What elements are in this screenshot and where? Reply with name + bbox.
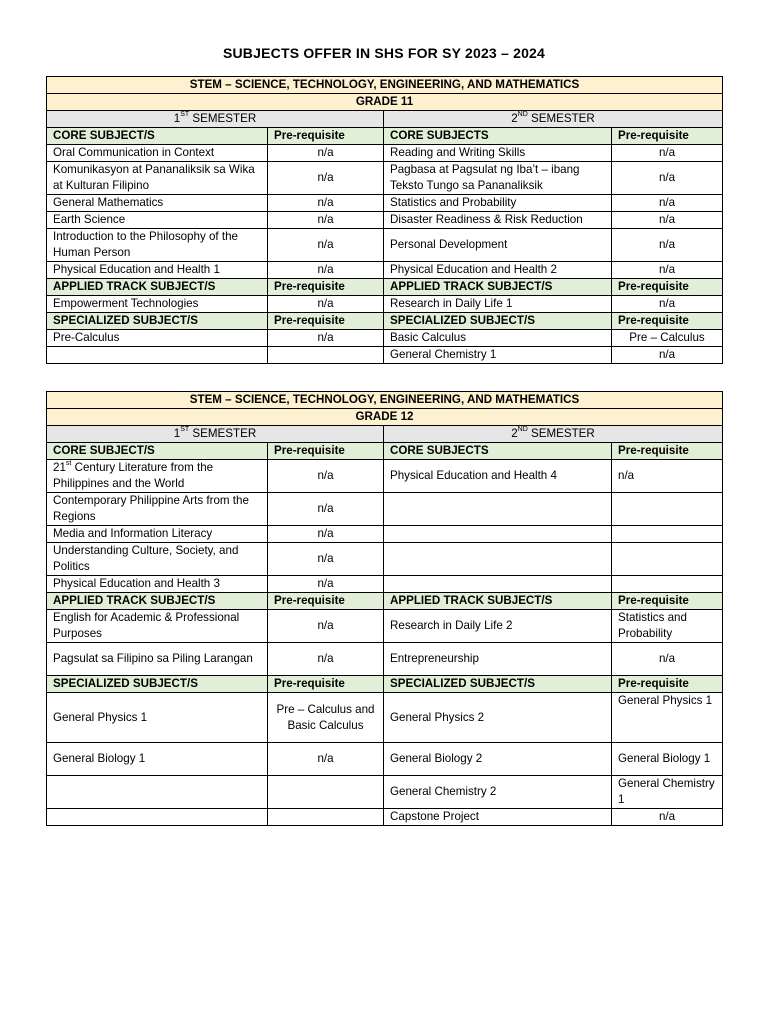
- grade-banner: GRADE 12: [47, 409, 723, 426]
- subject-cell: Entrepreneurship: [384, 643, 612, 676]
- prerequisite-header: Pre-requisite: [268, 676, 384, 693]
- prerequisite-header: Pre-requisite: [612, 128, 723, 145]
- prerequisite-cell: General Biology 1: [612, 743, 723, 776]
- prerequisite-cell: Pre – Calculus: [612, 330, 723, 347]
- prerequisite-cell: n/a: [268, 212, 384, 229]
- subject-cell: [384, 543, 612, 576]
- prerequisite-cell: n/a: [268, 330, 384, 347]
- specialized-subjects-header: SPECIALIZED SUBJECT/S: [384, 313, 612, 330]
- applied-track-header: APPLIED TRACK SUBJECT/S: [384, 279, 612, 296]
- prerequisite-cell: General Chemistry 1: [612, 776, 723, 809]
- specialized-subjects-header: SPECIALIZED SUBJECT/S: [47, 313, 268, 330]
- prerequisite-cell: General Physics 1: [612, 693, 723, 743]
- table-row: [47, 347, 723, 364]
- grade-11-table: [46, 76, 723, 364]
- prerequisite-header: Pre-requisite: [268, 593, 384, 610]
- subject-cell: [384, 493, 612, 526]
- table-row: [47, 610, 723, 643]
- prerequisite-cell: n/a: [268, 195, 384, 212]
- prerequisite-cell: n/a: [268, 493, 384, 526]
- subject-cell: Capstone Project: [384, 809, 612, 826]
- subject-cell: Understanding Culture, Society, and Politics: [47, 543, 268, 576]
- prerequisite-cell: n/a: [612, 212, 723, 229]
- subject-cell: Physical Education and Health 1: [47, 262, 268, 279]
- prerequisite-cell: n/a: [612, 460, 723, 493]
- subject-cell: Pagbasa at Pagsulat ng Iba’t – ibang Teksto Tungo sa Pananaliksik: [384, 162, 612, 195]
- applied-track-header: APPLIED TRACK SUBJECT/S: [47, 593, 268, 610]
- table-row: [47, 526, 723, 543]
- table-row: [47, 643, 723, 676]
- subject-cell: Personal Development: [384, 229, 612, 262]
- second-semester-header: 2ND SEMESTER: [384, 426, 723, 443]
- table-row: [47, 296, 723, 313]
- prerequisite-header: Pre-requisite: [612, 443, 723, 460]
- track-banner: STEM – SCIENCE, TECHNOLOGY, ENGINEERING, AND MATHEMATICS: [47, 392, 723, 409]
- prerequisite-cell: n/a: [268, 460, 384, 493]
- subject-cell: Media and Information Literacy: [47, 526, 268, 543]
- subject-cell: Physical Education and Health 3: [47, 576, 268, 593]
- subject-cell: General Biology 1: [47, 743, 268, 776]
- prerequisite-cell: n/a: [612, 809, 723, 826]
- subject-cell: [47, 776, 268, 809]
- prerequisite-cell: n/a: [268, 576, 384, 593]
- subject-cell: [384, 526, 612, 543]
- subject-cell: General Chemistry 1: [384, 347, 612, 364]
- subject-cell: Research in Daily Life 1: [384, 296, 612, 313]
- table-row: [47, 543, 723, 576]
- prerequisite-cell: n/a: [268, 162, 384, 195]
- specialized-subjects-header: SPECIALIZED SUBJECT/S: [47, 676, 268, 693]
- subject-cell: Pagsulat sa Filipino sa Piling Larangan: [47, 643, 268, 676]
- second-semester-header: 2ND SEMESTER: [384, 111, 723, 128]
- prerequisite-cell: n/a: [612, 145, 723, 162]
- core-subjects-header: CORE SUBJECT/S: [47, 443, 268, 460]
- prerequisite-cell: n/a: [268, 643, 384, 676]
- subject-cell: Introduction to the Philosophy of the Human Person: [47, 229, 268, 262]
- prerequisite-header: Pre-requisite: [612, 593, 723, 610]
- subject-cell: [47, 809, 268, 826]
- prerequisite-cell: n/a: [268, 543, 384, 576]
- prerequisite-cell: n/a: [268, 296, 384, 313]
- prerequisite-cell: n/a: [612, 229, 723, 262]
- subject-cell: General Mathematics: [47, 195, 268, 212]
- prerequisite-cell: [612, 543, 723, 576]
- applied-track-header: APPLIED TRACK SUBJECT/S: [47, 279, 268, 296]
- table-row: [47, 262, 723, 279]
- prerequisite-cell: n/a: [268, 743, 384, 776]
- subject-cell: General Physics 1: [47, 693, 268, 743]
- table-row: [47, 195, 723, 212]
- page-title: SUBJECTS OFFER IN SHS FOR SY 2023 – 2024: [222, 45, 546, 61]
- table-row: [47, 229, 723, 262]
- prerequisite-header: Pre-requisite: [268, 313, 384, 330]
- table-row: [47, 145, 723, 162]
- first-semester-header: 1ST SEMESTER: [47, 111, 384, 128]
- subject-cell: Empowerment Technologies: [47, 296, 268, 313]
- prerequisite-cell: [612, 576, 723, 593]
- specialized-subjects-header: SPECIALIZED SUBJECT/S: [384, 676, 612, 693]
- prerequisite-cell: n/a: [612, 162, 723, 195]
- prerequisite-header: Pre-requisite: [612, 313, 723, 330]
- table-row: [47, 743, 723, 776]
- prerequisite-cell: n/a: [612, 296, 723, 313]
- grade-12-table: [46, 391, 723, 826]
- applied-track-header: APPLIED TRACK SUBJECT/S: [384, 593, 612, 610]
- subject-cell: Pre-Calculus: [47, 330, 268, 347]
- prerequisite-cell: n/a: [268, 262, 384, 279]
- subject-cell: General Chemistry 2: [384, 776, 612, 809]
- subject-cell: Earth Science: [47, 212, 268, 229]
- table-row: [47, 493, 723, 526]
- subject-cell: Statistics and Probability: [384, 195, 612, 212]
- table-row: [47, 776, 723, 809]
- table-row: [47, 460, 723, 493]
- core-subjects-header: CORE SUBJECTS: [384, 128, 612, 145]
- table-row: [47, 576, 723, 593]
- prerequisite-cell: n/a: [612, 643, 723, 676]
- prerequisite-cell: n/a: [612, 347, 723, 364]
- first-semester-header: 1ST SEMESTER: [47, 426, 384, 443]
- subject-cell: Contemporary Philippine Arts from the Regions: [47, 493, 268, 526]
- subject-cell: Oral Communication in Context: [47, 145, 268, 162]
- prerequisite-cell: n/a: [268, 229, 384, 262]
- subject-cell: 21st Century Literature from the Philippines and the World: [47, 460, 268, 493]
- prerequisite-header: Pre-requisite: [268, 279, 384, 296]
- table-row: [47, 162, 723, 195]
- prerequisite-header: Pre-requisite: [612, 676, 723, 693]
- prerequisite-cell: [612, 493, 723, 526]
- core-subjects-header: CORE SUBJECTS: [384, 443, 612, 460]
- subject-cell: [384, 576, 612, 593]
- core-subjects-header: CORE SUBJECT/S: [47, 128, 268, 145]
- prerequisite-cell: Pre – Calculus and Basic Calculus: [268, 693, 384, 743]
- prerequisite-cell: [268, 347, 384, 364]
- subject-cell: General Physics 2: [384, 693, 612, 743]
- prerequisite-cell: [268, 776, 384, 809]
- table-row: [47, 809, 723, 826]
- subject-cell: Disaster Readiness & Risk Reduction: [384, 212, 612, 229]
- table-row: [47, 212, 723, 229]
- prerequisite-cell: n/a: [612, 262, 723, 279]
- prerequisite-header: Pre-requisite: [612, 279, 723, 296]
- subject-cell: English for Academic & Professional Purposes: [47, 610, 268, 643]
- table-row: [47, 330, 723, 347]
- subject-cell: [47, 347, 268, 364]
- subject-cell: General Biology 2: [384, 743, 612, 776]
- prerequisite-cell: [612, 526, 723, 543]
- subject-cell: Physical Education and Health 4: [384, 460, 612, 493]
- prerequisite-cell: Statistics and Probability: [612, 610, 723, 643]
- track-banner: STEM – SCIENCE, TECHNOLOGY, ENGINEERING, AND MATHEMATICS: [47, 77, 723, 94]
- subject-cell: Physical Education and Health 2: [384, 262, 612, 279]
- prerequisite-cell: n/a: [268, 610, 384, 643]
- prerequisite-cell: [268, 809, 384, 826]
- table-row: [47, 693, 723, 743]
- prerequisite-cell: n/a: [268, 145, 384, 162]
- prerequisite-cell: n/a: [268, 526, 384, 543]
- prerequisite-cell: n/a: [612, 195, 723, 212]
- prerequisite-header: Pre-requisite: [268, 443, 384, 460]
- prerequisite-header: Pre-requisite: [268, 128, 384, 145]
- subject-cell: Research in Daily Life 2: [384, 610, 612, 643]
- grade-banner: GRADE 11: [47, 94, 723, 111]
- subject-cell: Komunikasyon at Pananaliksik sa Wika at Kulturan Filipino: [47, 162, 268, 195]
- subject-cell: Reading and Writing Skills: [384, 145, 612, 162]
- subject-cell: Basic Calculus: [384, 330, 612, 347]
